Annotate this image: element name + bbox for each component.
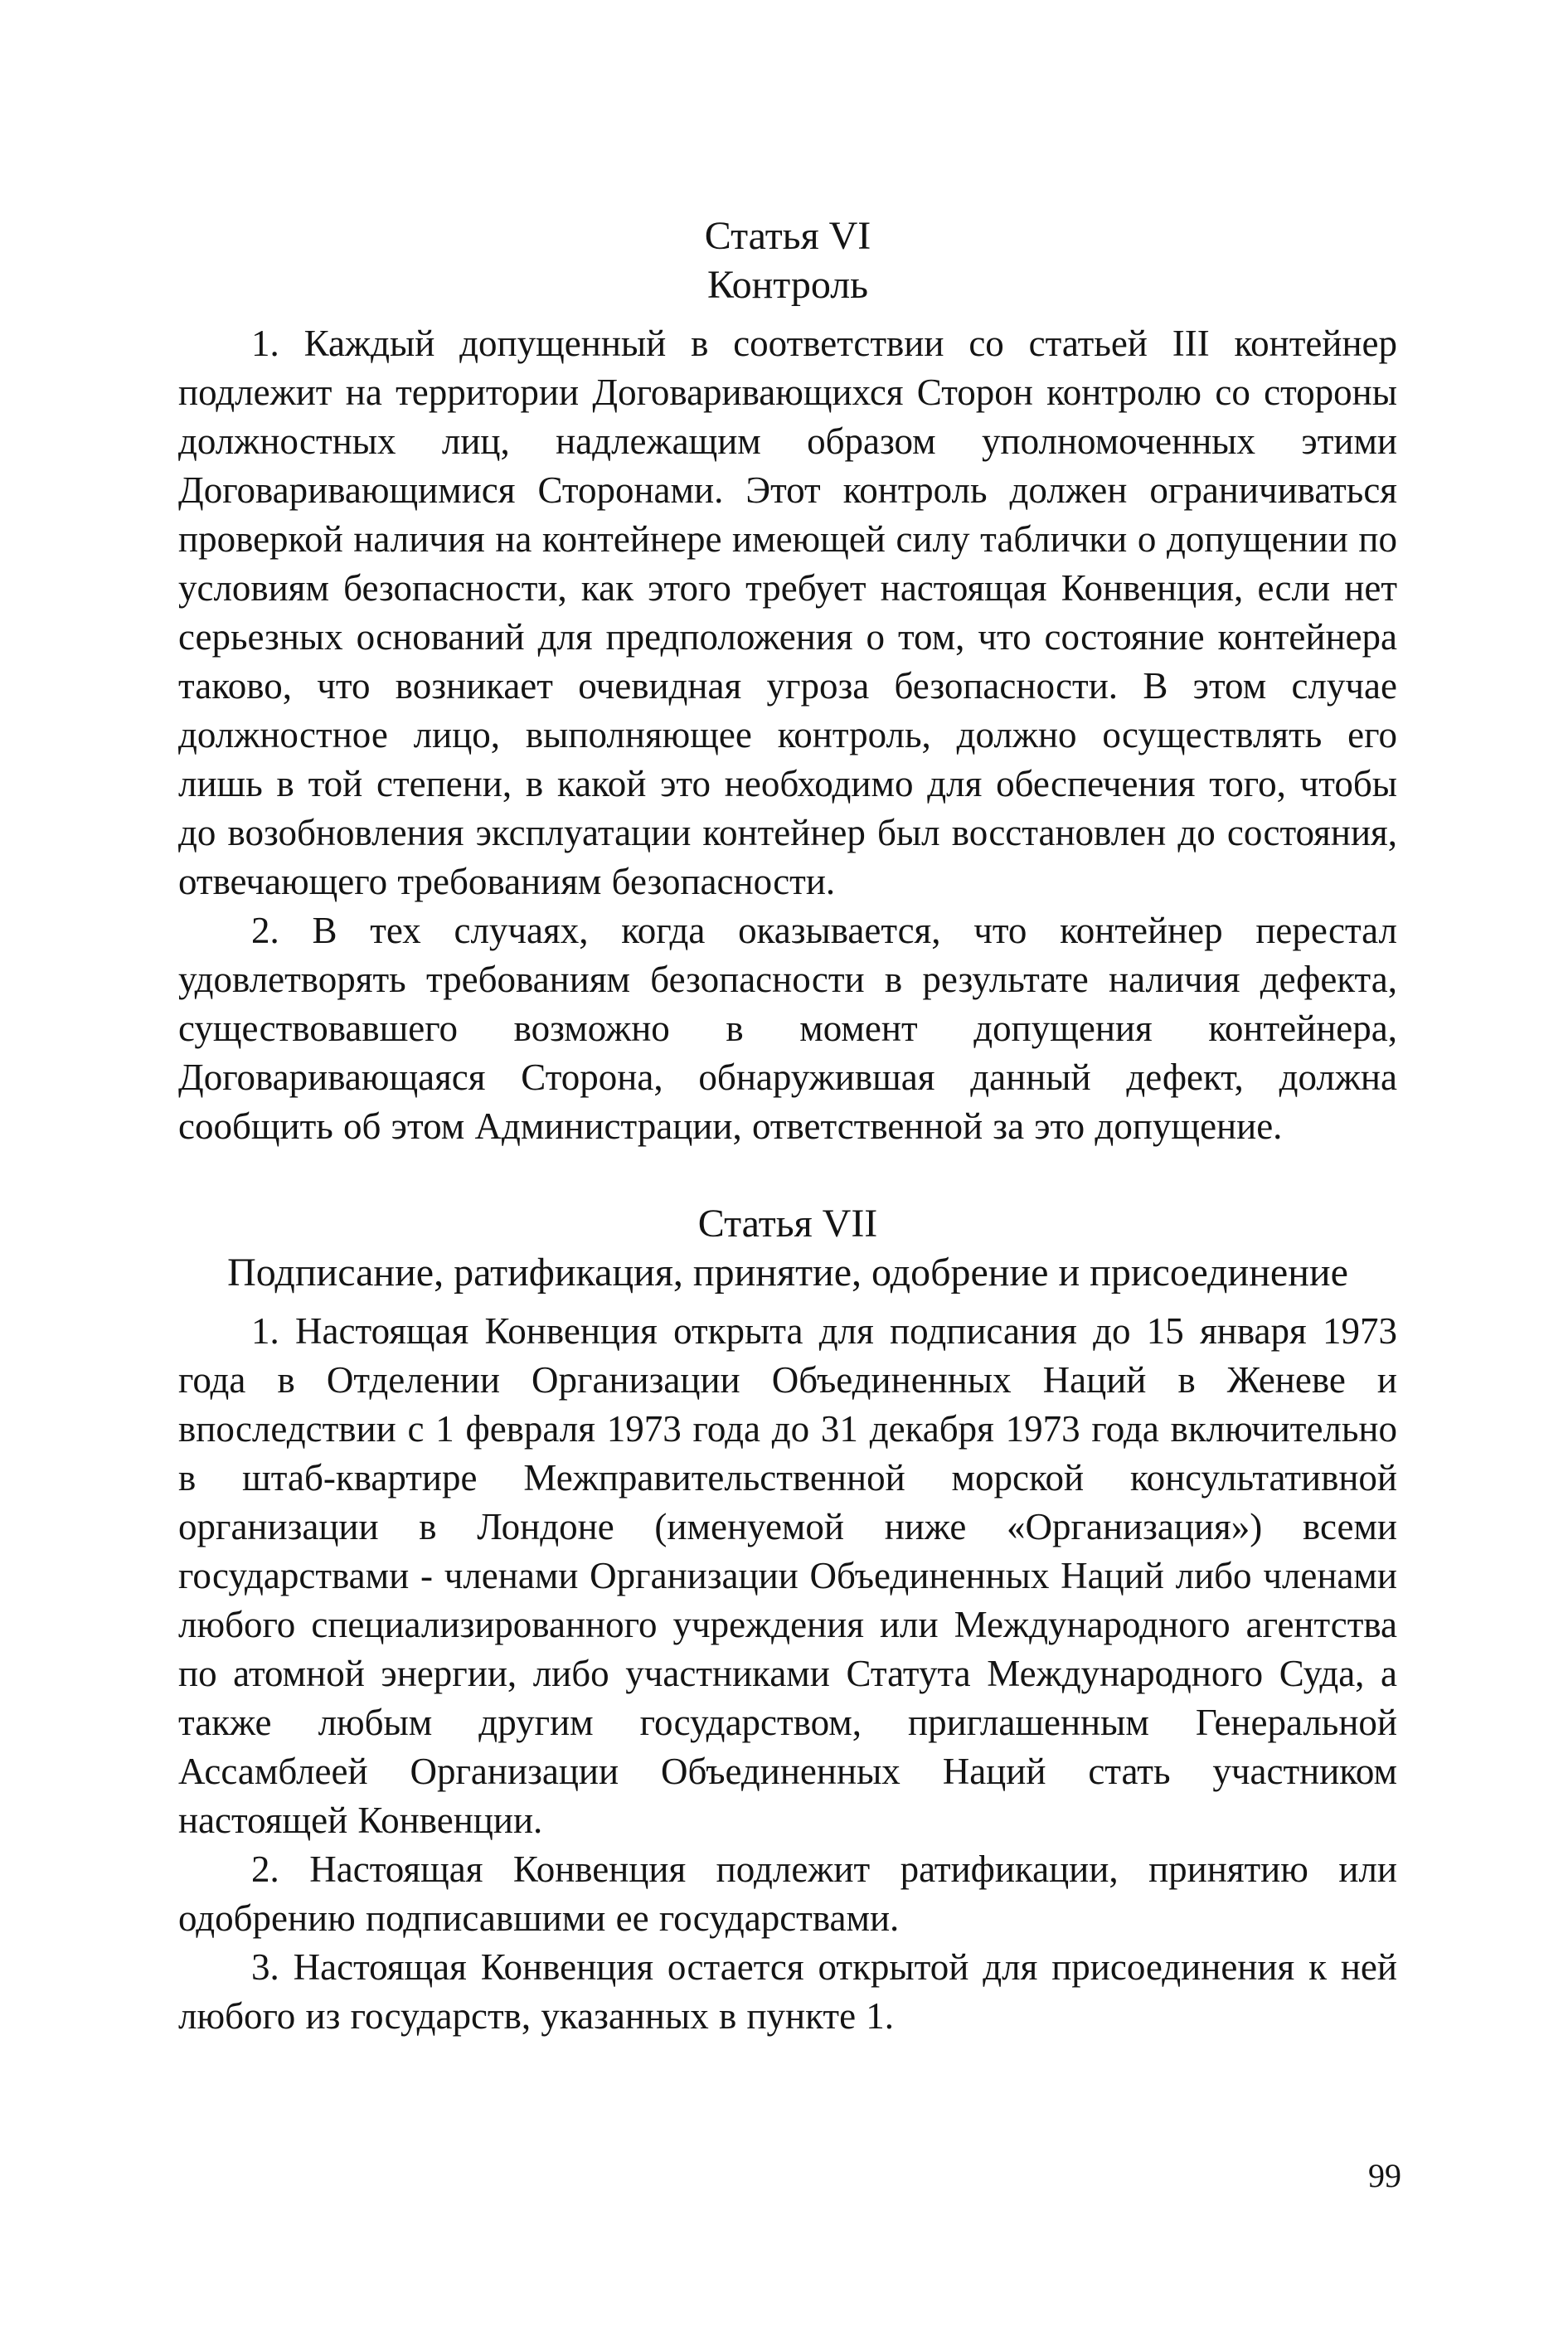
article-6-title: Контроль [706, 263, 869, 307]
page-number: 99 [1368, 2157, 1401, 2194]
article-7-title: Подписание, ратификация, принятие, одобрение и присоединение [227, 1251, 1348, 1295]
article-7-paragraph-3: 3. Настоящая Конвенция остается открытой для присоединения к ней любого из государств, указанных в пункте 1. [178, 1946, 1397, 2037]
article-7-paragraph-1: 1. Настоящая Конвенция открыта для подписания до 15 января 1973 года в Отделении Организации Объединенных Наций в Женеве и впоследствии с 1 февраля 1973 года до 31 декабря 1973 года включительно в штаб-квартире Межправительственной морской консультативной организации в Лондоне (именуемой ниже «Организация») всеми государствами - членами Организации Объединенных Наций либо членами любого специализированного учреждения или Международного агентства по атомной энергии, либо участниками Статута Международного Суда, а также любым другим государством, приглашенным Генеральной Ассамблеей Организации Объединенных Наций стать участником настоящей Конвенции. [178, 1310, 1397, 1841]
article-6-paragraph-1: 1. Каждый допущенный в соответствии со статьей III контейнер подлежит на территории Договаривающихся Сторон контролю со стороны должностных лиц, надлежащим образом уполномоченных этими Договаривающимися Сторонами. Этот контроль должен ограничиваться проверкой наличия на контейнере имеющей силу таблички о допущении по условиям безопасности, как этого требует настоящая Конвенция, если нет серьезных оснований для предположения о том, что состояние контейнера таково, что возникает очевидная угроза безопасности. В этом случае должностное лицо, выполняющее контроль, должно осуществлять его лишь в той степени, в какой это необходимо для обеспечения того, чтобы до возобновления эксплуатации контейнер был восстановлен до состояния, отвечающего требованиям безопасности. [178, 323, 1397, 902]
article-6-paragraph-2: 2. В тех случаях, когда оказывается, что контейнер перестал удовлетворять требованиям безопасности в результате наличия дефекта, существовавшего возможно в момент допущения контейнера, Договаривающаяся Сторона, обнаружившая данный дефект, должна сообщить об этом Администрации, ответственной за это допущение. [178, 910, 1397, 1147]
article-7-heading: Статья VII [697, 1202, 878, 1246]
article-7-section [178, 1199, 1397, 2041]
article-6-heading: Статья VI [704, 214, 871, 258]
article-7-paragraph-2: 2. Настоящая Конвенция подлежит ратификации, принятию или одобрению подписавшими ее государствами. [178, 1848, 1397, 1939]
article-6-section [178, 211, 1397, 1151]
document-page [178, 211, 1397, 2041]
